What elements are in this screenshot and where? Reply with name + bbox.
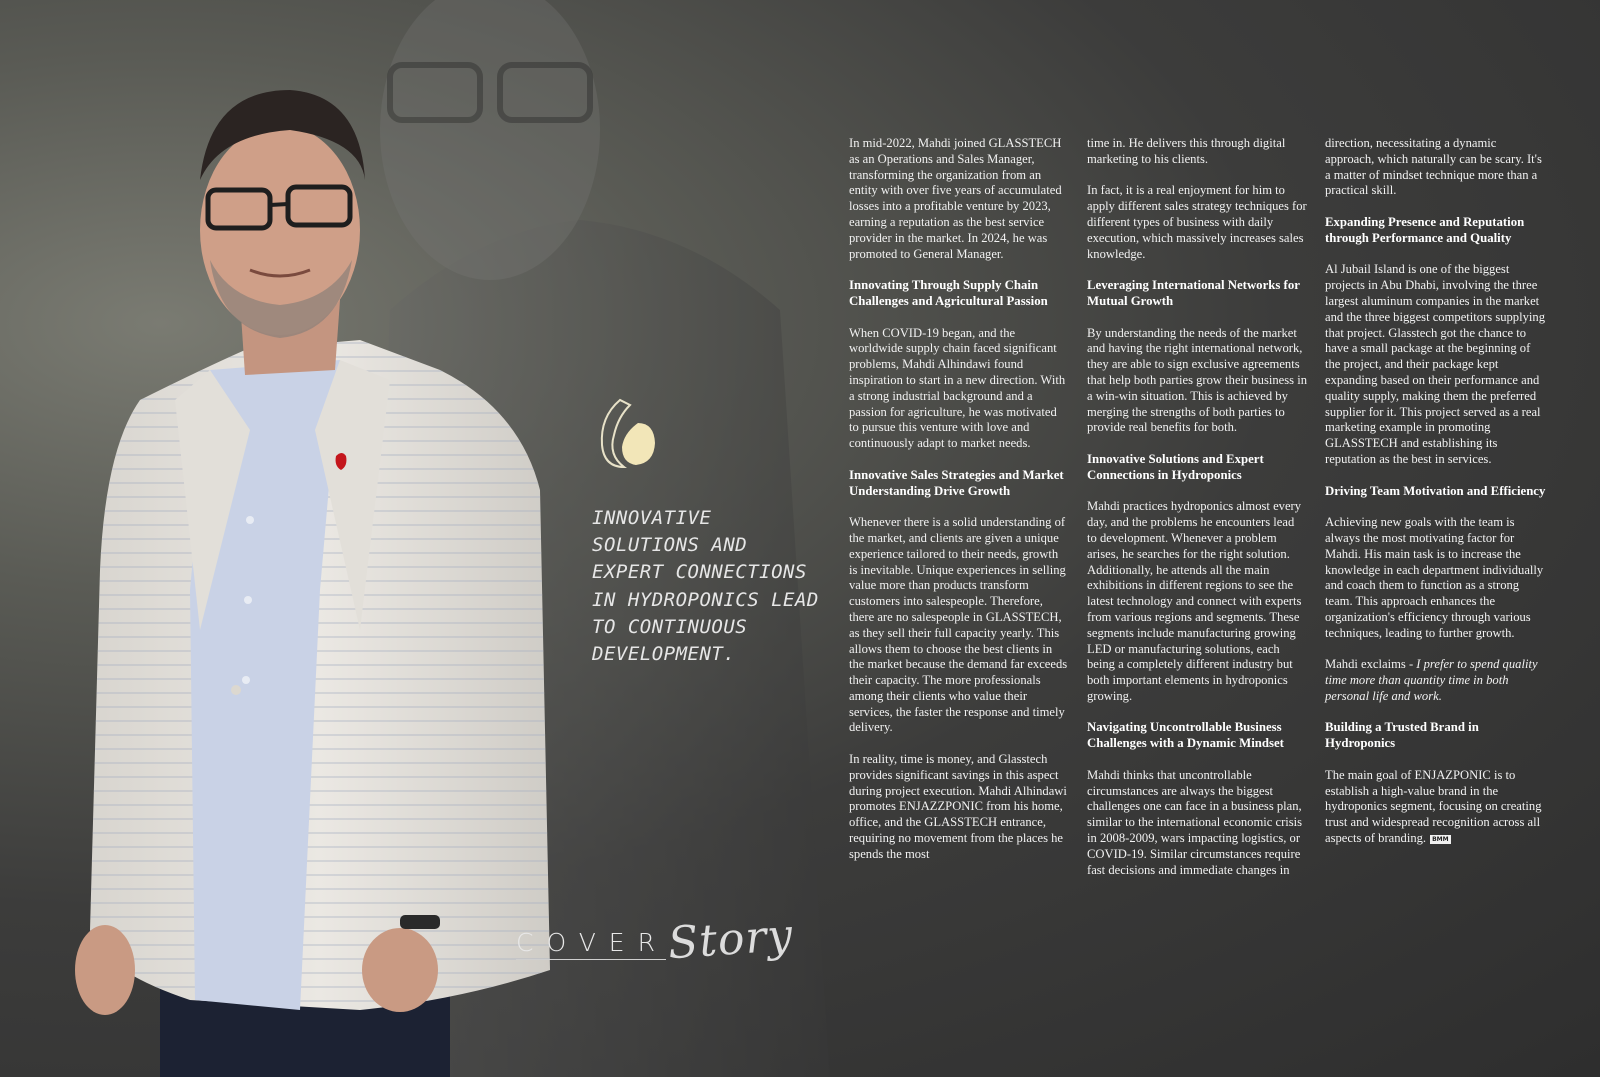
quote-lead: Mahdi exclaims - <box>1325 657 1417 672</box>
paragraph: In mid-2022, Mahdi joined GLASSTECH as an Operations and Sales Manager, transforming the organization from an entity with over five years of accumulated losses into a profitable venture by 2023, earning a reputation as the best service provider in the market. In 2024, he was promoted to General Manager. <box>849 136 1062 261</box>
section-heading: Innovative Sales Strategies and Market Understanding Drive Growth <box>849 467 1064 498</box>
quote-mark-icon <box>598 395 658 475</box>
paragraph: direction, necessitating a dynamic approach, which naturally can be scary. It's a matter of mindset technique more than a practical skill. <box>1325 136 1542 198</box>
portrait-figure <box>60 70 580 1077</box>
paragraph: In reality, time is money, and Glasstech provides significant savings in this aspect during project execution. Mahdi Alhindawi promotes ENJAZZPONIC from his home, office, and the GLASSTECH entrance, requiring no movement from the places he spends the most <box>849 752 1067 861</box>
paragraph: Al Jubail Island is one of the biggest projects in Abu Dhabi, involving the three largest aluminum companies in the market and the three biggest competitors supplying that project. Glasstech got the chance to have a small package at the beginning of the project, and their package kept expanding based on their performance and quality supply, making them the preferred supplier for it. This project served as a real marketing example in promoting GLASSTECH and establishing its reputation as the best in services. <box>1325 262 1545 466</box>
paragraph: Achieving new goals with the team is always the most motivating factor for Mahdi. His main task is to increase the knowledge in each department individually and coach them to function as a strong team. This approach enhances the organization's efficiency through various techniques, leading to further growth. <box>1325 515 1544 640</box>
paragraph: When COVID-19 began, and the worldwide supply chain faced significant problems, Mahdi Alhindawi found inspiration to start in a new direction. With a strong industrial background and a passion for agriculture, he was motivated to pursue this venture with love and continuously adapt to market needs. <box>849 325 1066 451</box>
quote-text: I prefer to spend quality time more than quantity time in both personal life and work. <box>1325 657 1538 703</box>
paragraph: Mahdi thinks that uncontrollable circumstances are always the biggest challenges one can face in a business plan, similar to the international economic crisis in 2008-2009, wars impacting logistics, or COVID-19. Similar circumstances require fast decisions and immediate changes in <box>1087 767 1303 877</box>
section-heading: Innovative Solutions and Expert Connections in Hydroponics <box>1087 451 1264 482</box>
cover-label: COVER <box>516 928 668 957</box>
end-mark-logo: BMM <box>1432 835 1449 843</box>
section-heading: Expanding Presence and Reputation through Performance and Quality <box>1325 214 1525 245</box>
paragraph: By understanding the needs of the market and having the right international network, they are able to sign exclusive agreements that help both parties grow their business in a win-win situation. This is achieved by merging the strengths of both parties to provide real benefits for both. <box>1087 325 1308 435</box>
section-heading: Innovating Through Supply Chain Challenges and Agricultural Passion <box>849 278 1048 308</box>
article-column-2 <box>1087 136 1307 894</box>
section-heading: Leveraging International Networks for Mutual Growth <box>1087 278 1300 308</box>
story-label: Story <box>666 909 795 970</box>
paragraph: Mahdi practices hydroponics almost every day, and the problems he encounters lead to development. Whenever a problem arises, he searches for the right solution. Additionally, he attends all the main exhibitions in different regions to see the latest technology and connect with experts from various regions and segments. These segments include manufacturing growing LED or manufacturing solutions, each being a completely different industry but both important elements in hydroponics growing. <box>1087 499 1302 703</box>
cover-divider <box>516 959 666 960</box>
paragraph: In fact, it is a real enjoyment for him to apply different sales strategy techniques for different types of business with daily execution, which massively increases sales knowledge. <box>1087 183 1307 261</box>
article-column-3 <box>1325 136 1547 863</box>
pull-quote: INNOVATIVE SOLUTIONS AND EXPERT CONNECTIONS IN HYDROPONICS LEAD TO CONTINUOUS DEVELOPMENT. <box>592 507 819 666</box>
article-column-1 <box>849 136 1069 878</box>
paragraph-quote <box>1325 657 1547 704</box>
paragraph: Whenever there is a solid understanding of the market, and clients are given a unique experience tailored to their needs, growth is inevitable. Unique experiences in selling value more than products transform customers into salespeople. Therefore, there are no salespeople in GLASSTECH, as they sell their full capacity yearly. This allows them to choose the best clients in the market because the demand far exceeds their capacity. The more professionals among their clients who value their services, the faster the response and timely delivery. <box>849 515 1068 735</box>
paragraph <box>1325 768 1547 847</box>
section-heading: Navigating Uncontrollable Business Challenges with a Dynamic Mindset <box>1087 720 1284 751</box>
section-heading: Driving Team Motivation and Efficiency <box>1325 483 1546 498</box>
closing-text: The main goal of ENJAZPONIC is to establish a high-value brand in the hydroponics segment, focusing on creating trust and widespread recognition across all aspects of branding. <box>1325 767 1542 846</box>
section-heading: Building a Trusted Brand in Hydroponics <box>1325 720 1479 751</box>
paragraph: time in. He delivers this through digital marketing to his clients. <box>1087 136 1286 166</box>
